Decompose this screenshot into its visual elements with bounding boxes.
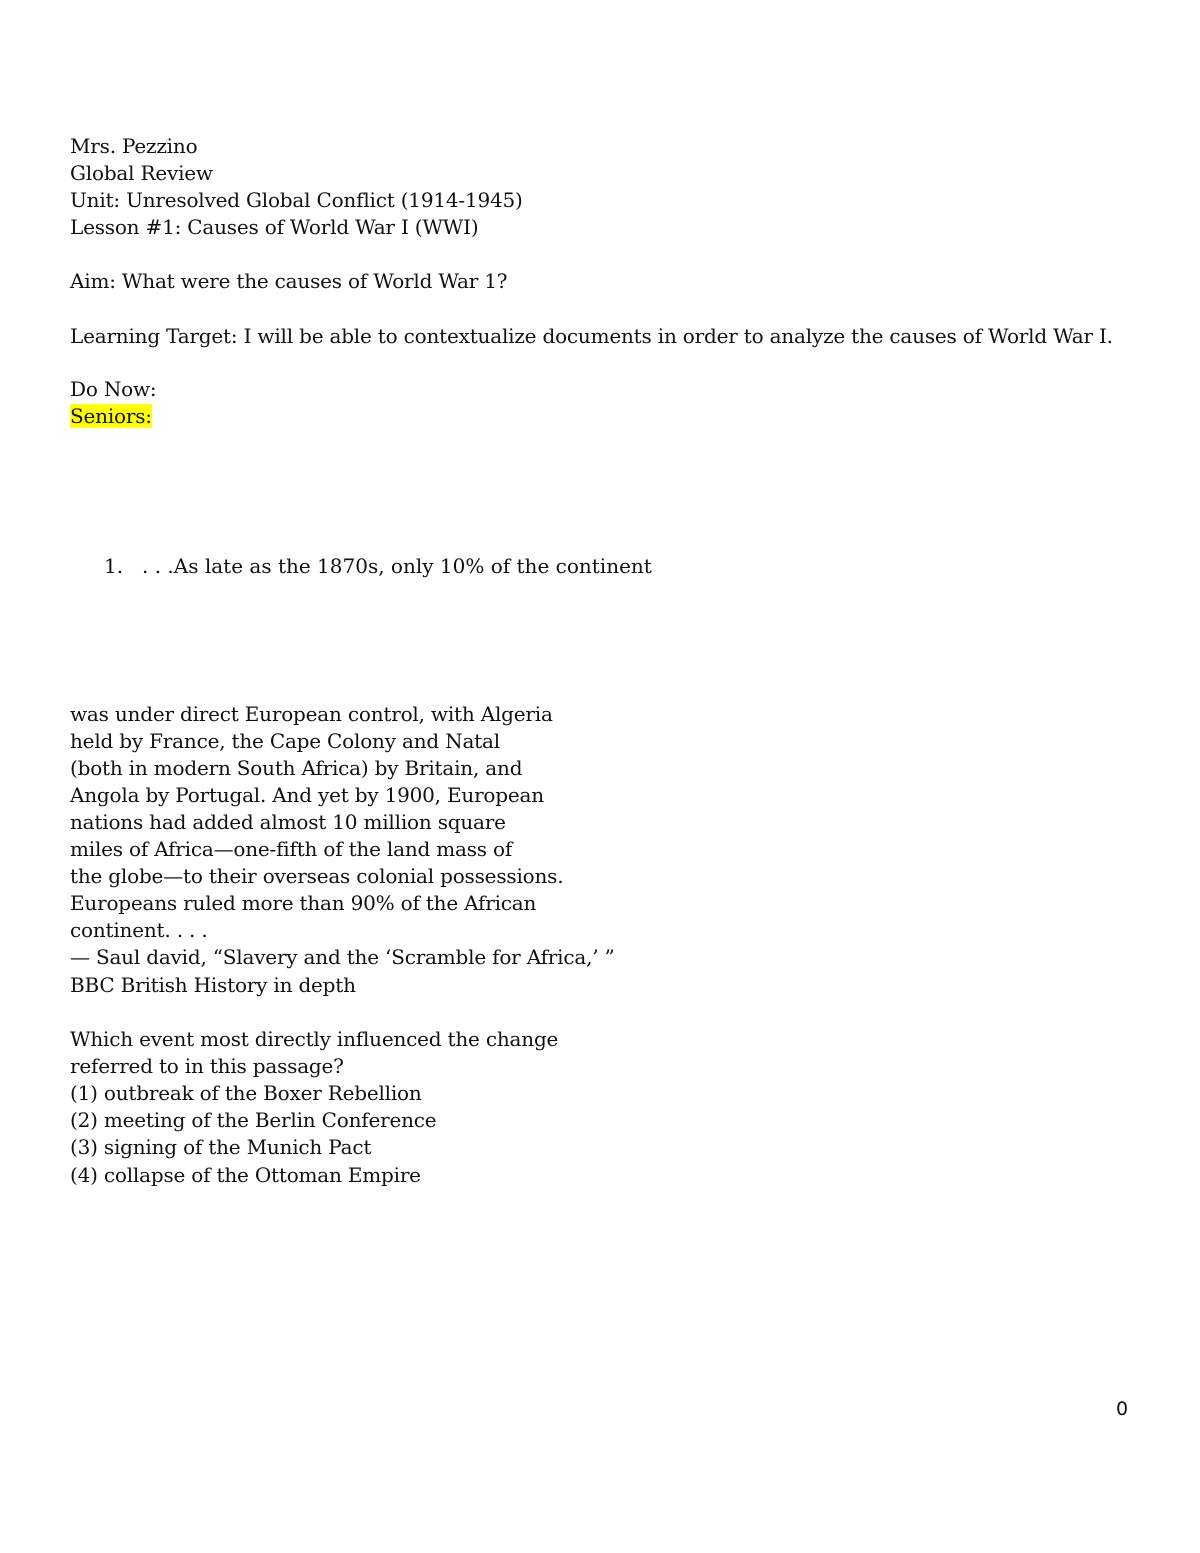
passage-line: held by France, the Cape Colony and Natal (70, 729, 500, 753)
do-now-label: Do Now: (70, 377, 157, 401)
seniors-highlight: Seniors: (70, 404, 152, 428)
unit-title: Unit: Unresolved Global Conflict (1914-1945) (70, 188, 523, 212)
passage-line: Europeans ruled more than 90% of the African (70, 891, 537, 915)
question-prompt: referred to in this passage? (70, 1054, 344, 1078)
passage-source: BBC British History in depth (70, 973, 356, 997)
answer-choice-1: (1) outbreak of the Boxer Rebellion (70, 1081, 422, 1105)
answer-choice-4: (4) collapse of the Ottoman Empire (70, 1163, 421, 1187)
question-1-intro: . . .As late as the 1870s, only 10% of the continent (142, 554, 652, 578)
learning-target: Learning Target: I will be able to contextualize documents in order to analyze the causes of World War I. (70, 324, 1113, 348)
lesson-title: Lesson #1: Causes of World War I (WWI) (70, 215, 479, 239)
question-1-number: 1. (104, 554, 124, 578)
page-number: 0 (1116, 1398, 1129, 1420)
seniors-label (70, 403, 152, 430)
passage-line: the globe—to their overseas colonial possessions. (70, 864, 564, 888)
passage-line: (both in modern South Africa) by Britain, and (70, 756, 523, 780)
answer-choice-3: (3) signing of the Munich Pact (70, 1135, 372, 1159)
teacher-name: Mrs. Pezzino (70, 134, 198, 158)
passage-line: Angola by Portugal. And yet by 1900, European (70, 783, 544, 807)
passage-line: miles of Africa—one-fifth of the land mass of (70, 837, 513, 861)
question-prompt: Which event most directly influenced the change (70, 1027, 559, 1051)
passage-line: continent. . . . (70, 918, 208, 942)
course-name: Global Review (70, 161, 213, 185)
passage-line: was under direct European control, with Algeria (70, 702, 553, 726)
answer-choice-2: (2) meeting of the Berlin Conference (70, 1108, 437, 1132)
passage-line: nations had added almost 10 million square (70, 810, 506, 834)
aim-statement: Aim: What were the causes of World War 1? (70, 269, 508, 293)
passage-citation: — Saul david, “Slavery and the ‘Scramble for Africa,’ ” (70, 945, 615, 969)
